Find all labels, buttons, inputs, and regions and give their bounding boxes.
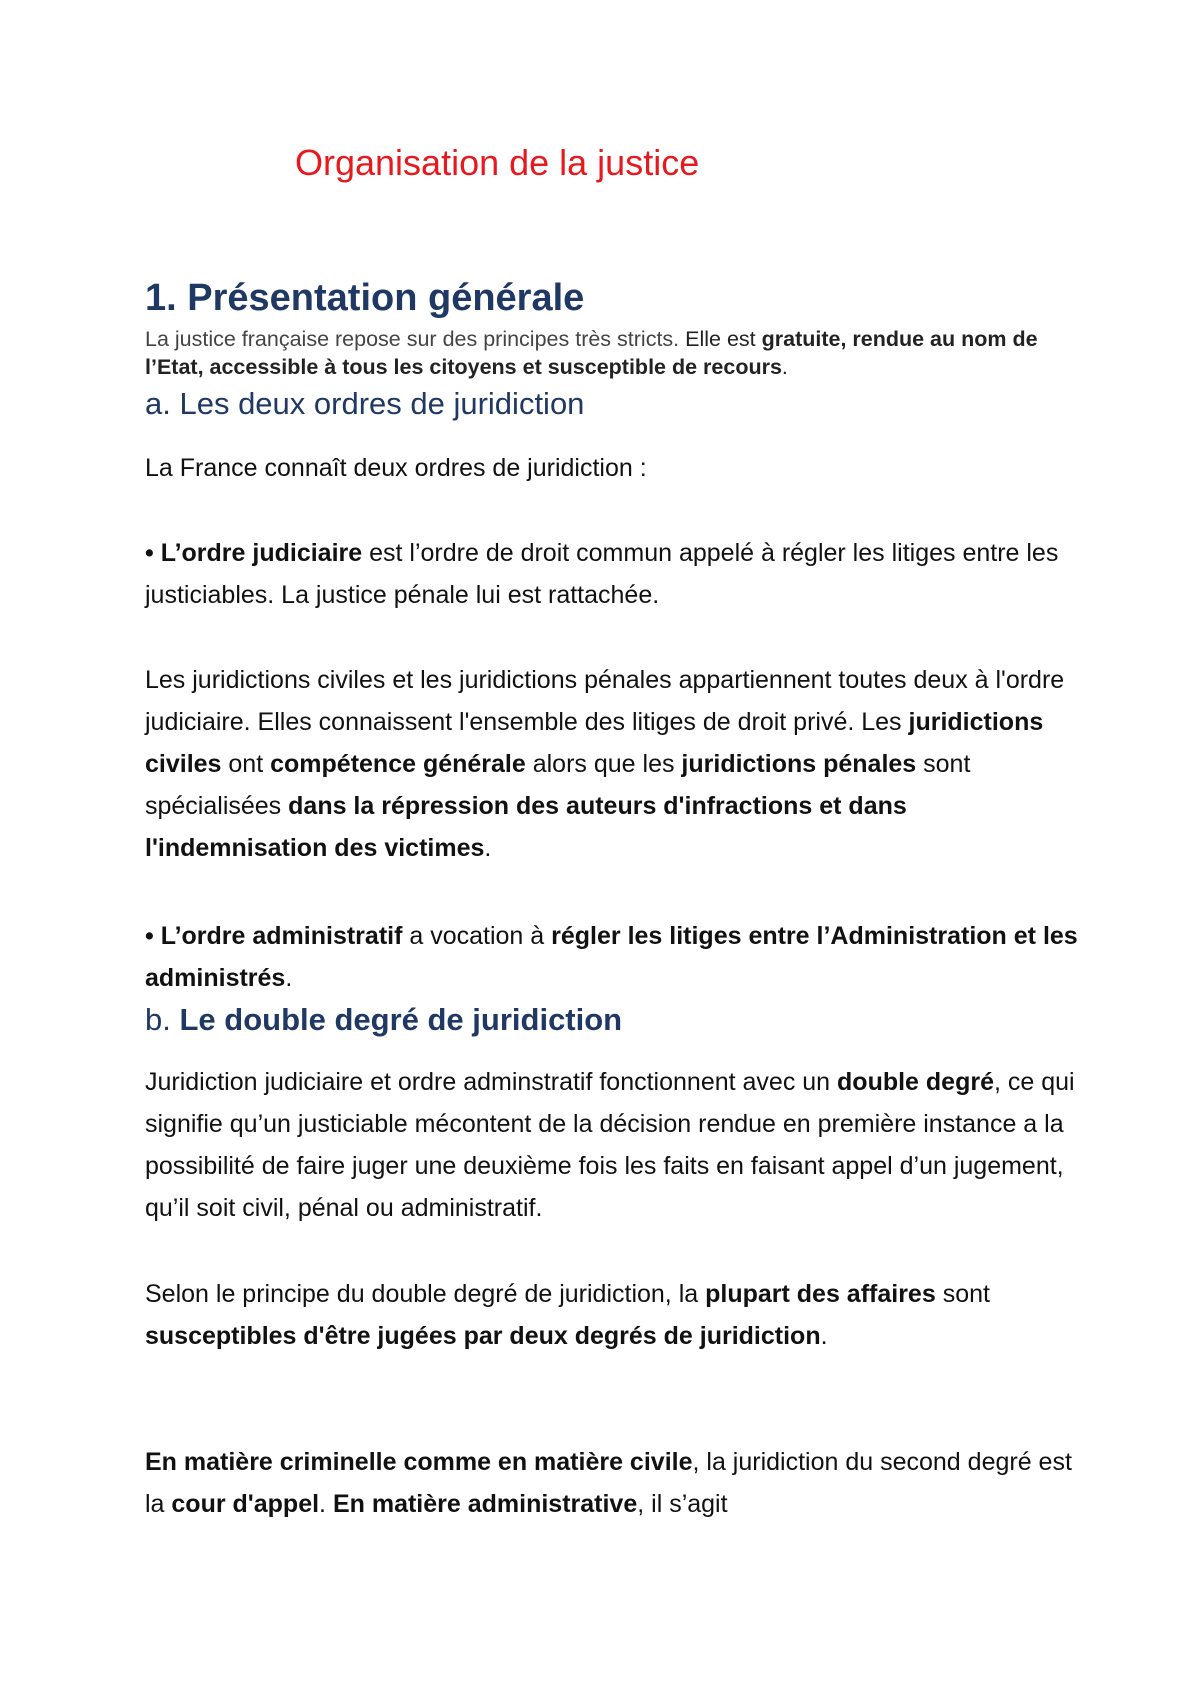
section-b-heading — [145, 1001, 622, 1038]
text-run: La justice française repose sur des principes très stricts. — [145, 327, 686, 351]
section-1-intro — [145, 325, 1085, 381]
section-a-paragraph-2 — [145, 532, 1085, 616]
text-run: . — [285, 964, 293, 992]
text-run: Selon le principe du double degré de juridiction, la — [145, 1280, 706, 1308]
section-a-heading-prefix: a. — [145, 386, 180, 421]
bold-text-run: juridictions pénales — [681, 750, 917, 778]
bold-text-run: dans la répression des auteurs d'infractions et dans l'indemnisation des victimes — [145, 792, 907, 862]
section-b-heading-prefix: b. — [145, 1002, 180, 1037]
bold-text-run: compétence générale — [270, 750, 526, 778]
text-run: . — [484, 834, 492, 862]
section-b-paragraph-3 — [145, 1441, 1085, 1525]
text-run: , il s’agit — [637, 1490, 728, 1518]
text-run: . — [319, 1490, 333, 1518]
text-run: Juridiction judiciaire et ordre adminstratif fonctionnent avec un — [145, 1068, 838, 1096]
bold-text-run: gratuite, rendue au nom de l’Etat, accessible à tous les citoyens et susceptible de recours — [145, 327, 1038, 379]
text-run: sont spécialisées — [145, 750, 971, 820]
section-a-heading-text: Les deux ordres de juridiction — [179, 386, 585, 421]
text-run: sont — [935, 1280, 990, 1308]
section-a-heading — [145, 385, 584, 422]
text-run: ont — [221, 750, 271, 778]
text-run: est l’ordre de droit commun appelé à régler les litiges entre les justiciables. La justice pénale lui est rattachée. — [145, 539, 1059, 609]
section-b-paragraph-2 — [145, 1273, 1085, 1357]
bold-text-run: double degré — [837, 1068, 994, 1096]
text-run: Les juridictions civiles et les juridictions pénales appartiennent toutes deux à l'ordre judiciaire. Elles connaissent l'ensemble des litiges de droit privé. Les — [145, 666, 1065, 736]
text-run: Elle est — [685, 327, 762, 351]
bold-text-run: En matière criminelle comme en matière civile — [145, 1448, 693, 1476]
bold-text-run: • L’ordre administratif — [145, 922, 403, 950]
bold-text-run: cour d'appel — [171, 1490, 320, 1518]
bold-text-run: susceptibles d'être jugées par deux degrés de juridiction — [145, 1322, 821, 1350]
text-run: . — [781, 355, 788, 379]
bold-text-run: • L’ordre judiciaire — [145, 539, 363, 567]
section-1-heading: 1. Présentation générale — [145, 277, 585, 319]
section-a-paragraph-1 — [145, 447, 1085, 489]
text-run: , ce qui signifie qu’un justiciable mécontent de la décision rendue en première instance a la possibilité de faire juger une deuxième fois les faits en faisant appel d’un jugement, qu’il soit civil, pénal ou administratif. — [145, 1068, 1075, 1222]
bold-text-run: En matière administrative — [332, 1490, 638, 1518]
text-run: La France connaît deux ordres de juridiction : — [145, 454, 647, 482]
section-b-heading-text: Le double degré de juridiction — [179, 1002, 623, 1037]
bold-text-run: régler les litiges entre l’Administration et les administrés — [145, 922, 1078, 992]
document-title: Organisation de la justice — [295, 142, 700, 183]
text-run: a vocation à — [402, 922, 552, 950]
section-a-paragraph-3 — [145, 659, 1085, 869]
bold-text-run: juridictions civiles — [145, 708, 1044, 778]
text-run: . — [820, 1322, 828, 1350]
section-b-paragraph-1 — [145, 1061, 1085, 1229]
text-run: , la juridiction du second degré est la — [145, 1448, 1072, 1518]
text-run: alors que les — [525, 750, 682, 778]
section-a-paragraph-4 — [145, 915, 1085, 999]
bold-text-run: plupart des affaires — [705, 1280, 936, 1308]
